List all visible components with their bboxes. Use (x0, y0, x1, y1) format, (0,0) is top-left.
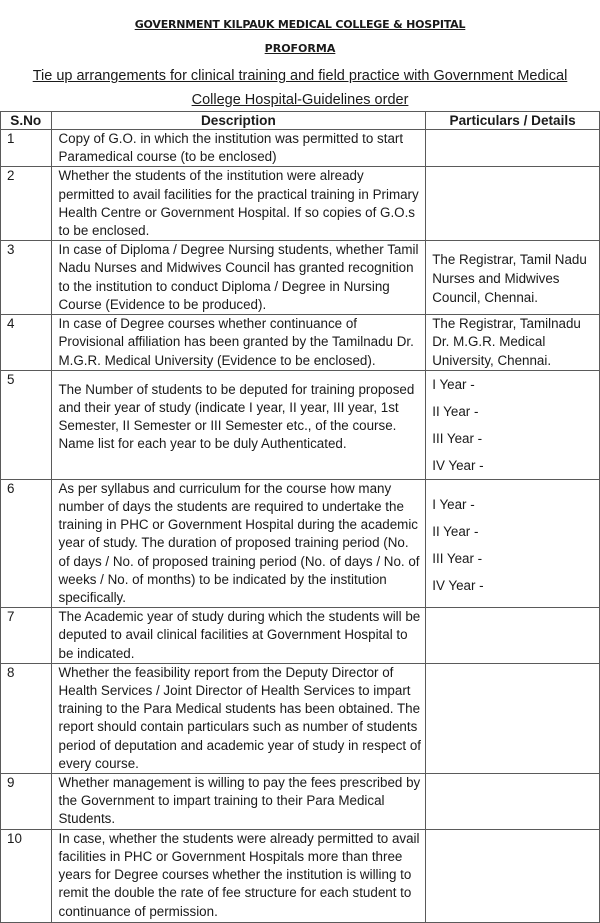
year-field-1[interactable]: I Year - (432, 376, 475, 392)
row-sno: 7 (1, 608, 52, 664)
row-description: The Number of students to be deputed for training proposed and their year of study (indicate I year, II year, III year, 1st Semester, II Semester or III Semester etc., of the course. Name list for each year to be duly Authenticated. (51, 370, 426, 479)
row-description: The Academic year of study during which the students will be deputed to avail clinical facilities at Government Hospital to be indicated. (51, 608, 426, 664)
table-row (1, 663, 600, 773)
row-description: Whether the students of the institution were already permitted to avail facilities for the practical training in Primary Health Centre or Government Hospital. If so copies of G.O.s to be enclosed. (51, 167, 426, 241)
subject-line-1: Tie up arrangements for clinical training and field practice with Government Medical (32, 68, 568, 84)
table-row (1, 167, 600, 241)
year-field-4[interactable]: IV Year - (432, 577, 484, 593)
year-field-3[interactable]: III Year - (432, 430, 483, 446)
row-sno: 1 (1, 130, 52, 167)
row-particulars-field[interactable]: The Registrar, Tamilnadu Dr. M.G.R. Medical University, Chennai. (426, 315, 600, 371)
row-particulars-field[interactable] (426, 829, 600, 922)
row-sno: 9 (1, 774, 52, 830)
row-particulars-field[interactable] (426, 130, 600, 167)
row-description: Whether the feasibility report from the Deputy Director of Health Services / Joint Director of Health Services to impart training to the Para Medical students has been obtained. The report should contain particulars such as number of students period of deputation and academic year of study in respect of every course. (51, 663, 426, 773)
year-field-3[interactable]: III Year - (432, 550, 483, 566)
row-sno: 2 (1, 167, 52, 241)
row-description: As per syllabus and curriculum for the course how many number of days the students are required to undertake the training in PHC or Government Hospital during the academic year of study. The duration of proposed training period (No. of days / No. of proposed training period (No. of days / No. of weeks / No. of months) to be indicated by the institution specifically. (51, 479, 426, 607)
row-year-fields (426, 479, 600, 607)
row-sno: 4 (1, 315, 52, 371)
year-field-2[interactable]: II Year - (432, 523, 479, 539)
header-particulars: Particulars / Details (426, 112, 600, 130)
row-description: Whether management is willing to pay the fees prescribed by the Government to impart training to their Para Medical Students. (51, 774, 426, 830)
row-description: In case of Degree courses whether continuance of Provisional affiliation has been granted by the Tamilnadu Dr. M.G.R. Medical University (Evidence to be enclosed). (51, 315, 426, 371)
table-row (1, 774, 600, 830)
subject-line-2: College Hospital-Guidelines order (191, 92, 409, 108)
table-row (1, 829, 600, 922)
institution-title (0, 18, 600, 31)
row-sno: 8 (1, 663, 52, 773)
header-sno: S.No (1, 112, 52, 130)
row-sno: 3 (1, 241, 52, 315)
row-sno: 10 (1, 829, 52, 922)
subject-heading (0, 64, 600, 112)
row-year-fields (426, 370, 600, 479)
institution-title-text: GOVERNMENT KILPAUK MEDICAL COLLEGE & HOSPITAL (134, 18, 466, 31)
table-row (1, 241, 600, 315)
row-sno: 5 (1, 370, 52, 479)
form-type-text: PROFORMA (264, 42, 336, 55)
row-description: In case of Diploma / Degree Nursing students, whether Tamil Nadu Nurses and Midwives Council has granted recognition to the institution to conduct Diploma / Degree in Nursing Course (Evidence to be produced). (51, 241, 426, 315)
row-particulars-field[interactable] (426, 774, 600, 830)
row-particulars-field[interactable] (426, 663, 600, 773)
row-particulars-field[interactable] (426, 608, 600, 664)
row-particulars-field[interactable] (426, 167, 600, 241)
row-description: In case, whether the students were already permitted to avail facilities in PHC or Government Hospitals more than three years for Degree courses whether the institution is willing to remit the double the rate of fee structure for each student to continuance of permission. (51, 829, 426, 922)
proforma-table (0, 111, 600, 923)
row-particulars-field[interactable]: The Registrar, Tamil Nadu Nurses and Midwives Council, Chennai. (426, 241, 600, 315)
table-row (1, 315, 600, 371)
year-field-4[interactable]: IV Year - (432, 457, 484, 473)
table-row (1, 479, 600, 607)
row-description: Copy of G.O. in which the institution was permitted to start Paramedical course (to be enclosed) (51, 130, 426, 167)
table-header-row (1, 112, 600, 130)
table-row (1, 130, 600, 167)
form-type-title (0, 42, 600, 55)
year-field-1[interactable]: I Year - (432, 496, 475, 512)
table-row (1, 608, 600, 664)
row-sno: 6 (1, 479, 52, 607)
header-description: Description (51, 112, 426, 130)
year-field-2[interactable]: II Year - (432, 403, 479, 419)
table-row (1, 370, 600, 479)
